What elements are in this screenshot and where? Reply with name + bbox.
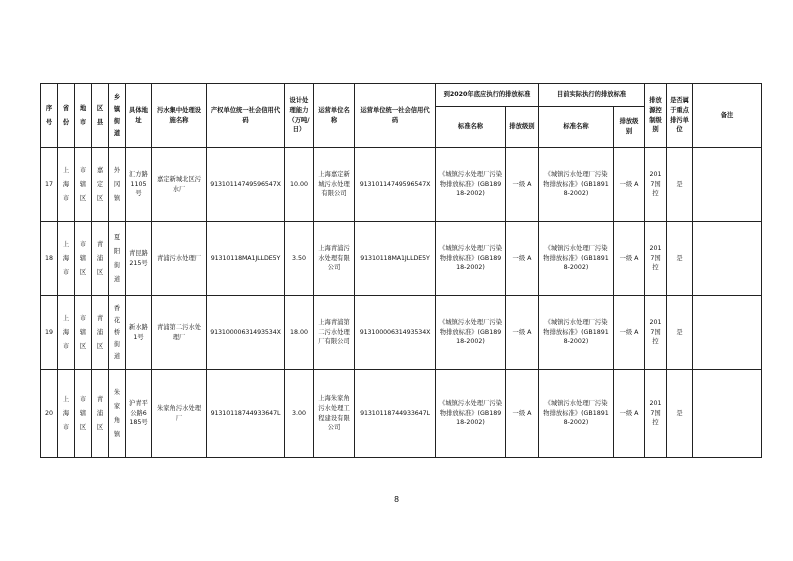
cell-key-unit: 是 bbox=[667, 148, 693, 222]
cell-province: 上海市 bbox=[58, 148, 75, 222]
cell-capacity: 10.00 bbox=[285, 148, 314, 222]
header-row bbox=[41, 84, 762, 107]
cell-address: 汇方路1105号 bbox=[126, 148, 152, 222]
cell-town: 外冈镇 bbox=[109, 148, 126, 222]
table-row bbox=[41, 370, 762, 458]
cell-owner-code: 91310118744933647L bbox=[207, 370, 285, 458]
cell-city: 市辖区 bbox=[75, 296, 92, 370]
cell-town: 朱家角镇 bbox=[109, 370, 126, 458]
header-group-current: 目前实际执行的排放标准 bbox=[539, 84, 645, 107]
cell-level-2020: 一级 A bbox=[506, 222, 539, 296]
cell-town: 香花桥街道 bbox=[109, 296, 126, 370]
cell-operator-code: 91310000631493534X bbox=[355, 296, 436, 370]
cell-key-unit: 是 bbox=[667, 222, 693, 296]
cell-std-name-2020: 《城镇污水处理厂污染物排放标准》(GB18918-2002) bbox=[436, 148, 506, 222]
cell-remarks bbox=[693, 148, 762, 222]
cell-std-name-2020: 《城镇污水处理厂污染物排放标准》(GB18918-2002) bbox=[436, 296, 506, 370]
header-town: 乡镇街道 bbox=[109, 84, 126, 148]
cell-remarks bbox=[693, 296, 762, 370]
header-discharge-control: 排放源控制级别 bbox=[645, 84, 667, 148]
table-row bbox=[41, 222, 762, 296]
cell-province: 上海市 bbox=[58, 296, 75, 370]
cell-operator-code: 91310118MA1JLLDE5Y bbox=[355, 222, 436, 296]
header-std-name-2020: 标准名称 bbox=[436, 107, 506, 148]
cell-province: 上海市 bbox=[58, 222, 75, 296]
cell-std-name-current: 《城镇污水处理厂污染物排放标准》(GB18918-2002) bbox=[539, 222, 614, 296]
cell-capacity: 18.00 bbox=[285, 296, 314, 370]
cell-discharge-control: 2017国控 bbox=[645, 296, 667, 370]
header-operator-code: 运营单位统一社会信用代码 bbox=[355, 84, 436, 148]
cell-std-name-current: 《城镇污水处理厂污染物排放标准》(GB18918-2002) bbox=[539, 148, 614, 222]
cell-operator-name: 上海嘉定新城污水处理有限公司 bbox=[314, 148, 355, 222]
cell-plant-name: 青浦污水处理厂 bbox=[152, 222, 207, 296]
cell-operator-code: 91310114749596547X bbox=[355, 148, 436, 222]
cell-address: 青昆路215号 bbox=[126, 222, 152, 296]
cell-level-2020: 一级 A bbox=[506, 370, 539, 458]
cell-capacity: 3.00 bbox=[285, 370, 314, 458]
cell-address: 沪青平公路6185号 bbox=[126, 370, 152, 458]
cell-city: 市辖区 bbox=[75, 148, 92, 222]
cell-owner-code: 91310114749596547X bbox=[207, 148, 285, 222]
header-key-unit: 是否属于重点排污单位 bbox=[667, 84, 693, 148]
header-plant-name: 污水集中处理设施名称 bbox=[152, 84, 207, 148]
cell-remarks bbox=[693, 222, 762, 296]
cell-operator-code: 91310118744933647L bbox=[355, 370, 436, 458]
header-district: 区县 bbox=[92, 84, 109, 148]
cell-seq: 19 bbox=[41, 296, 58, 370]
cell-province: 上海市 bbox=[58, 370, 75, 458]
cell-discharge-control: 2017国控 bbox=[645, 222, 667, 296]
cell-level-2020: 一级 A bbox=[506, 296, 539, 370]
cell-std-name-2020: 《城镇污水处理厂污染物排放标准》(GB18918-2002) bbox=[436, 222, 506, 296]
cell-discharge-control: 2017国控 bbox=[645, 148, 667, 222]
cell-owner-code: 91310118MA1JLLDE5Y bbox=[207, 222, 285, 296]
cell-city: 市辖区 bbox=[75, 370, 92, 458]
cell-plant-name: 青浦第二污水处理厂 bbox=[152, 296, 207, 370]
header-remarks: 备注 bbox=[693, 84, 762, 148]
cell-operator-name: 上海青浦第二污水处理厂有限公司 bbox=[314, 296, 355, 370]
cell-district: 青浦区 bbox=[92, 222, 109, 296]
cell-district: 嘉定区 bbox=[92, 148, 109, 222]
cell-level-current: 一级 A bbox=[614, 296, 645, 370]
cell-seq: 18 bbox=[41, 222, 58, 296]
cell-district: 青浦区 bbox=[92, 296, 109, 370]
cell-level-2020: 一级 A bbox=[506, 148, 539, 222]
cell-level-current: 一级 A bbox=[614, 148, 645, 222]
cell-city: 市辖区 bbox=[75, 222, 92, 296]
cell-operator-name: 上海朱家角污水处理工程建设有限公司 bbox=[314, 370, 355, 458]
cell-seq: 17 bbox=[41, 148, 58, 222]
cell-level-current: 一级 A bbox=[614, 222, 645, 296]
cell-level-current: 一级 A bbox=[614, 370, 645, 458]
header-city: 地市 bbox=[75, 84, 92, 148]
cell-std-name-current: 《城镇污水处理厂污染物排放标准》(GB18918-2002) bbox=[539, 370, 614, 458]
cell-std-name-2020: 《城镇污水处理厂污染物排放标准》(GB18918-2002) bbox=[436, 370, 506, 458]
cell-key-unit: 是 bbox=[667, 370, 693, 458]
page-number: 8 bbox=[393, 495, 400, 504]
header-std-name-current: 标准名称 bbox=[539, 107, 614, 148]
wastewater-plant-table bbox=[40, 83, 762, 458]
cell-plant-name: 嘉定新城北区污水厂 bbox=[152, 148, 207, 222]
header-seq: 序号 bbox=[41, 84, 58, 148]
header-address: 具体地址 bbox=[126, 84, 152, 148]
header-capacity: 设计处理能力（万吨/日） bbox=[285, 84, 314, 148]
header-province: 省份 bbox=[58, 84, 75, 148]
cell-discharge-control: 2017国控 bbox=[645, 370, 667, 458]
cell-key-unit: 是 bbox=[667, 296, 693, 370]
cell-district: 青浦区 bbox=[92, 370, 109, 458]
cell-capacity: 3.50 bbox=[285, 222, 314, 296]
cell-plant-name: 朱家角污水处理厂 bbox=[152, 370, 207, 458]
cell-std-name-current: 《城镇污水处理厂污染物排放标准》(GB18918-2002) bbox=[539, 296, 614, 370]
cell-seq: 20 bbox=[41, 370, 58, 458]
cell-remarks bbox=[693, 370, 762, 458]
cell-town: 夏阳街道 bbox=[109, 222, 126, 296]
table-row bbox=[41, 148, 762, 222]
cell-operator-name: 上海青浦污水处理有限公司 bbox=[314, 222, 355, 296]
header-level-current: 排放级别 bbox=[614, 107, 645, 148]
header-owner-code: 产权单位统一社会信用代码 bbox=[207, 84, 285, 148]
table-row bbox=[41, 296, 762, 370]
cell-owner-code: 91310000631493534X bbox=[207, 296, 285, 370]
cell-address: 新水路1号 bbox=[126, 296, 152, 370]
header-operator-name: 运营单位名称 bbox=[314, 84, 355, 148]
header-level-2020: 排放级别 bbox=[506, 107, 539, 148]
header-group-2020: 到2020年底应执行的排放标准 bbox=[436, 84, 539, 107]
